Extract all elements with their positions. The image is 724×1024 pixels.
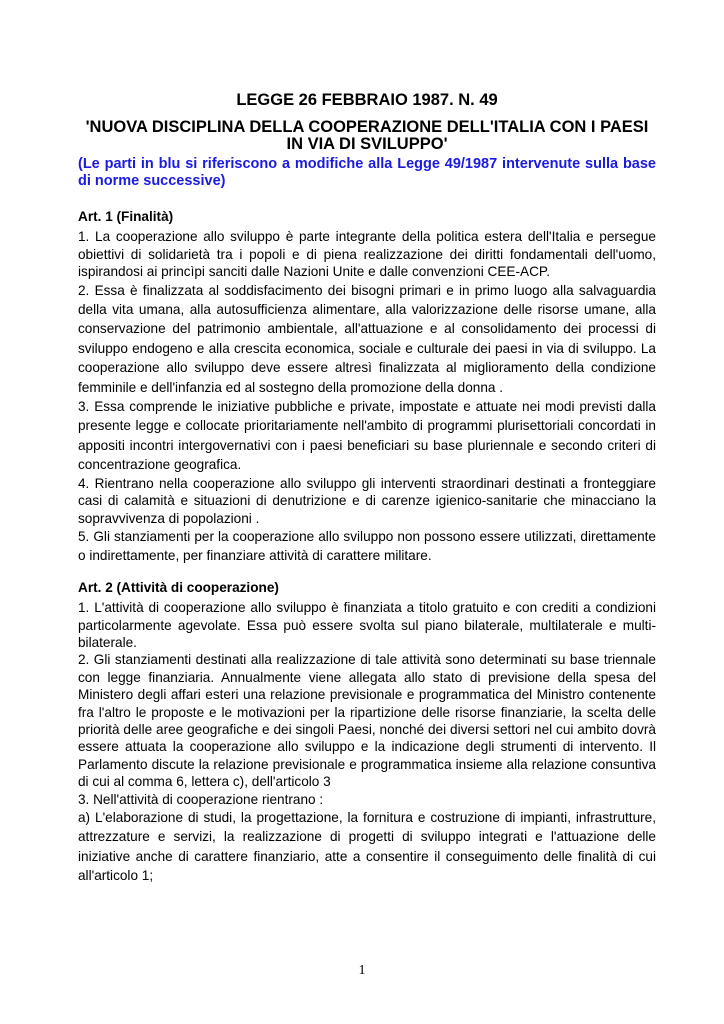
article-2-paragraph-3: 3. Nell'attività di cooperazione rientrano : [78, 791, 324, 807]
article-1-paragraph-5: 5. Gli stanziamenti per la cooperazione allo sviluppo non possono essere utilizzati, direttamente o indirettamente, per finanziare attività di carattere militare. [78, 528, 656, 564]
article-1-paragraph-3: 3. Essa comprende le iniziative pubbliche e private, impostate e attuate nei modi previsti dalla presente legge e collocate prioritariamente nell'ambito di programmi plurisettoriali concordati in appositi incontri intergovernativi con i paesi beneficiari su base pluriennale e secondo criteri di concentrazione geografica. [78, 399, 656, 473]
article-2-paragraph-2: 2. Gli stanziamenti destinati alla realizzazione di tale attività sono determinati su base triennale con legge finanziaria. Annualmente viene allegata allo stato di previsione della spesa del Ministero degli affari esteri una relazione previsionale e programmatica del Ministro contenente fra l'altro le proposte e le motivazioni per la ripartizione delle risorse finanziarie, la scelta delle priorità delle aree geografiche e dei singoli Paesi, nonché dei diversi settori nel cui ambito dovrà essere attuata la cooperazione allo sviluppo e la indicazione degli strumenti di intervento. Il Parlamento discute la relazione previsionale e programmatica insieme alla relazione consuntiva di cui al comma 6, lettera c), dell'articolo 3 [78, 652, 656, 790]
section-gap [78, 566, 656, 579]
article-2-item-a: a) L'elaborazione di studi, la progettazione, la fornitura e costruzione di impianti, infrastrutture, attrezzature e servizi, la realizzazione di progetti di sviluppo integrati e l'attuazione delle iniziative anche di carattere finanziario, atte a consentire il conseguimento delle finalità di cui all'articolo 1; [78, 810, 656, 884]
page-number: 1 [358, 963, 366, 978]
document-body [78, 208, 656, 886]
article-1-heading: Art. 1 (Finalità) [78, 209, 174, 224]
law-title: LEGGE 26 FEBBRAIO 1987. N. 49 [236, 91, 498, 109]
law-subtitle: 'NUOVA DISCIPLINA DELLA COOPERAZIONE DELL'ITALIA CON I PAESI IN VIA DI SVILUPPO' [85, 118, 649, 153]
article-2-heading: Art. 2 (Attività di cooperazione) [78, 579, 279, 595]
article-1-paragraph-4: 4. Rientrano nella cooperazione allo sviluppo gli interventi straordinari destinati a fronteggiare casi di calamità e situazioni di denutrizione e di carenze igienico-sanitarie che minacciano la sopravvivenza di popolazioni . [78, 475, 656, 526]
article-1-paragraph-1: 1. La cooperazione allo sviluppo è parte integrante della politica estera dell'Italia e persegue obiettivi di solidarietà tra i popoli e di piena realizzazione dei diritti fondamentali dell'uomo, ispirandosi ai princìpi sanciti dalle Nazioni Unite e dalle convenzioni CEE-ACP. [78, 229, 656, 280]
blue-note: (Le parti in blu si riferiscono a modifiche alla Legge 49/1987 intervenute sulla base di norme successive) [78, 156, 656, 189]
article-2-paragraph-1: 1. L'attività di cooperazione allo sviluppo è finanziata a titolo gratuito e con crediti a condizioni particolarmente agevolate. Essa può essere svolta sul piano bilaterale, multilaterale e multi-bilaterale. [78, 600, 656, 650]
article-1-paragraph-2: 2. Essa è finalizzata al soddisfacimento dei bisogni primari e in primo luogo alla salvaguardia della vita umana, alla autosufficienza alimentare, alla valorizzazione delle risorse umane, alla conservazione del patrimonio ambientale, all'attuazione e al consolidamento dei processi di sviluppo endogeno e alla crescita economica, sociale e culturale dei paesi in via di sviluppo. La cooperazione allo sviluppo deve essere altresì finalizzata al miglioramento della condizione femminile e dell'infanzia ed al sostegno della promozione della donna . [78, 282, 656, 395]
